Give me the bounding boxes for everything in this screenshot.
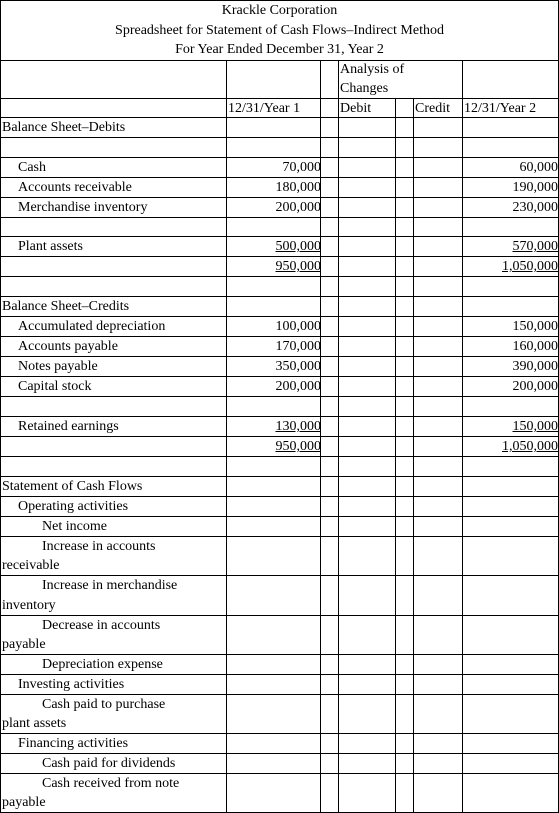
grid-line xyxy=(0,276,559,277)
accum-dep-year1: 100,000 xyxy=(275,319,321,334)
note-received-label-cont: payable xyxy=(2,795,46,810)
debit-header: Debit xyxy=(340,101,372,116)
retained-label: Retained earnings xyxy=(18,419,119,434)
cashflows-heading: Statement of Cash Flows xyxy=(2,479,143,494)
note-received-label: Cash received from note xyxy=(42,776,180,791)
company-name: Krackle Corporation xyxy=(221,3,338,18)
accum-dep-year2: 150,000 xyxy=(512,319,558,334)
notes-year1: 350,000 xyxy=(275,359,321,374)
capital-year1: 200,000 xyxy=(275,379,321,394)
grid-line xyxy=(0,396,559,397)
grid-line xyxy=(0,217,559,218)
ar-year2: 190,000 xyxy=(512,180,558,195)
cash-label: Cash xyxy=(18,160,46,175)
capital-label: Capital stock xyxy=(18,379,92,394)
plant-year1: 500,000 xyxy=(275,239,321,254)
sheet-title: Spreadsheet for Statement of Cash Flows–Indirect Method xyxy=(115,23,444,38)
ap-label: Accounts payable xyxy=(18,339,118,354)
year1-header: 12/31/Year 1 xyxy=(228,101,301,116)
accum-dep-label: Accumulated depreciation xyxy=(18,319,166,334)
plant-purchase-label-cont: plant assets xyxy=(2,716,67,731)
period-title: For Year Ended December 31, Year 2 xyxy=(175,42,384,57)
ap-year1: 170,000 xyxy=(275,339,321,354)
debits-total-year1: 950,000 xyxy=(275,259,321,274)
debits-heading: Balance Sheet–Debits xyxy=(2,120,126,135)
credits-total-year1: 950,000 xyxy=(275,439,321,454)
ap-decrease-label: Decrease in accounts xyxy=(42,618,161,633)
grid-line xyxy=(0,0,1,813)
credits-heading: Balance Sheet–Credits xyxy=(2,299,130,314)
ar-year1: 180,000 xyxy=(275,180,321,195)
dividends-label: Cash paid for dividends xyxy=(42,756,176,771)
grid-line xyxy=(0,456,559,457)
ar-increase-label-cont: receivable xyxy=(2,558,60,573)
ap-decrease-label-cont: payable xyxy=(2,637,46,652)
ap-year2: 160,000 xyxy=(512,339,558,354)
notes-year2: 390,000 xyxy=(512,359,558,374)
inventory-label: Merchandise inventory xyxy=(18,200,148,215)
grid-line xyxy=(0,60,559,61)
plant-year2: 570,000 xyxy=(512,239,558,254)
changes-header: Changes xyxy=(340,81,389,96)
debits-total-year2: 1,050,000 xyxy=(502,259,558,274)
inventory-year1: 200,000 xyxy=(275,200,321,215)
year2-header: 12/31/Year 2 xyxy=(464,101,537,116)
plant-purchase-label: Cash paid to purchase xyxy=(42,697,166,712)
depreciation-label: Depreciation expense xyxy=(42,657,163,672)
inventory-increase-label: Increase in merchandise xyxy=(42,578,178,593)
inventory-increase-label-cont: inventory xyxy=(2,598,56,613)
capital-year2: 200,000 xyxy=(512,379,558,394)
financing-heading: Financing activities xyxy=(18,736,129,751)
operating-heading: Operating activities xyxy=(18,499,129,514)
analysis-header: Analysis of xyxy=(340,62,405,77)
investing-heading: Investing activities xyxy=(18,677,125,692)
credits-total-year2: 1,050,000 xyxy=(502,439,558,454)
net-income-label: Net income xyxy=(42,519,107,534)
cash-year1: 70,000 xyxy=(282,160,321,175)
notes-label: Notes payable xyxy=(18,359,98,374)
retained-year2: 150,000 xyxy=(512,419,558,434)
grid-line xyxy=(0,137,559,138)
cash-year2: 60,000 xyxy=(519,160,558,175)
inventory-year2: 230,000 xyxy=(512,200,558,215)
ar-increase-label: Increase in accounts xyxy=(42,539,156,554)
plant-label: Plant assets xyxy=(18,239,83,254)
credit-header: Credit xyxy=(415,101,450,116)
ar-label: Accounts receivable xyxy=(18,180,132,195)
retained-year1: 130,000 xyxy=(275,419,321,434)
